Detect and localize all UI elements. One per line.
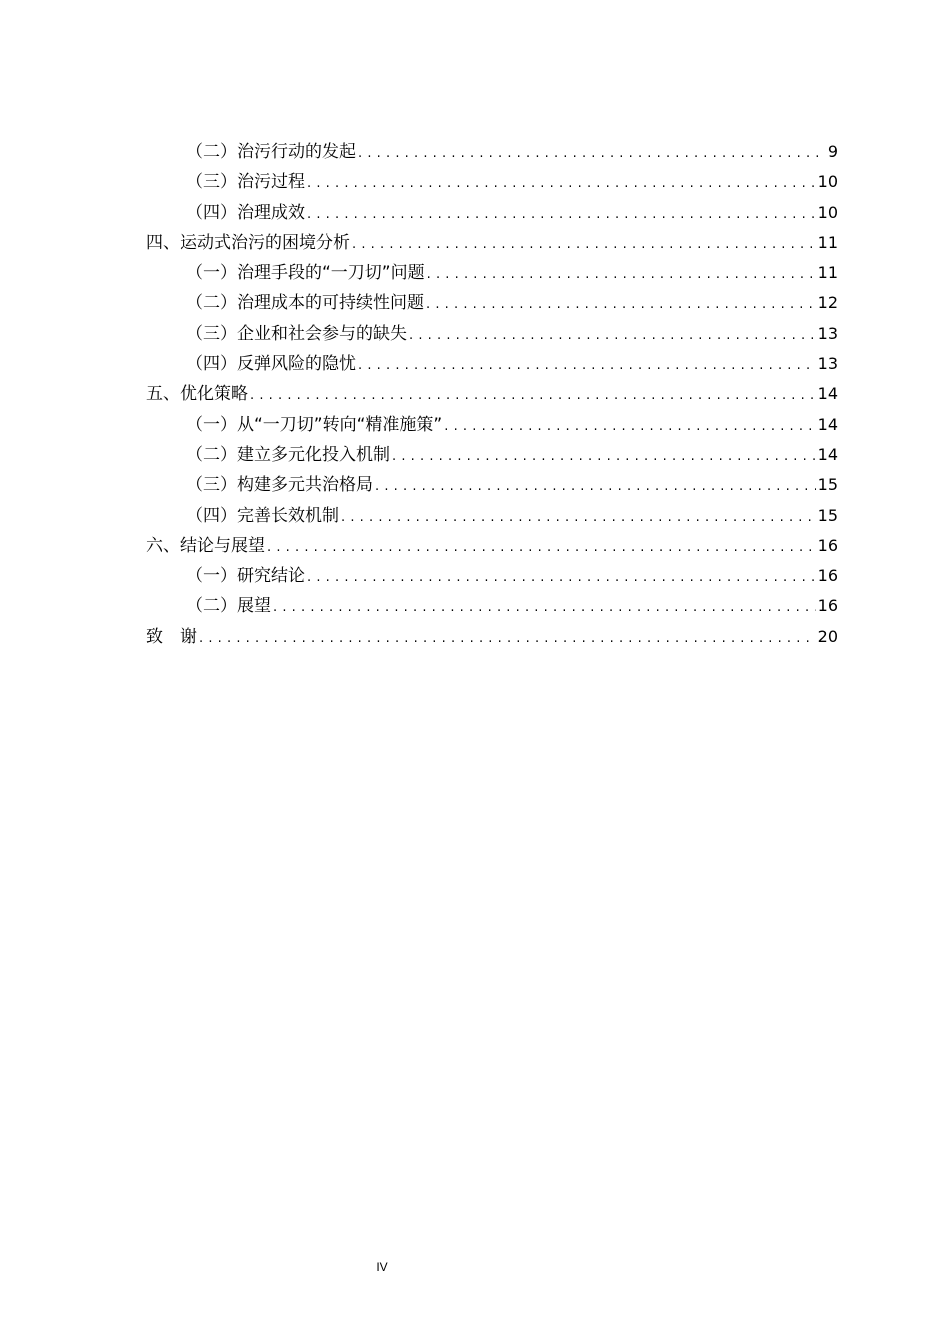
- toc-entry-title: （二）展望: [186, 596, 271, 617]
- toc-entry-page: 14: [817, 444, 838, 464]
- toc-entry[interactable]: [146, 622, 838, 652]
- toc-entry-title: （三）治污过程: [186, 172, 305, 193]
- toc-entry-page: 13: [817, 323, 838, 343]
- toc-entry[interactable]: [146, 531, 838, 561]
- toc-entry[interactable]: [146, 137, 838, 167]
- toc-entry-page: 13: [817, 354, 838, 374]
- toc-entry-title: （四）完善长效机制: [186, 505, 339, 526]
- toc-dot-leader: [375, 472, 816, 502]
- toc-entry-page: 16: [817, 596, 838, 616]
- toc-entry-page: 16: [817, 566, 838, 586]
- toc-dot-leader: [409, 321, 816, 351]
- toc-entry-page: 12: [817, 293, 838, 313]
- toc-dot-leader: [341, 503, 816, 533]
- toc-entry-title: （四）治理成效: [186, 202, 305, 223]
- toc-dot-leader: [307, 169, 816, 199]
- toc-entry-page: 10: [817, 172, 838, 192]
- toc-entry[interactable]: [146, 501, 838, 531]
- toc-entry-title: （二）治污行动的发起: [186, 142, 356, 162]
- toc-entry[interactable]: [146, 167, 838, 197]
- toc-entry[interactable]: [146, 228, 838, 258]
- toc-entry-page: 15: [817, 505, 838, 525]
- toc-dot-leader: [392, 442, 816, 472]
- page-number: IV: [376, 1260, 388, 1274]
- toc-entry-page: 14: [817, 384, 838, 404]
- toc-dot-leader: [250, 381, 816, 411]
- toc-dot-leader: [444, 412, 815, 442]
- toc-entry-page: 16: [817, 535, 838, 555]
- toc-dot-leader: [307, 200, 816, 230]
- toc-dot-leader: [273, 593, 816, 623]
- toc-entry-title: 四、运动式治污的困境分析: [146, 232, 350, 253]
- toc-entry[interactable]: [146, 561, 838, 591]
- toc-entry-page: 10: [817, 202, 838, 222]
- toc-entry-page: 11: [817, 263, 838, 283]
- toc-entry-page: 15: [817, 475, 838, 495]
- toc-dot-leader: [426, 290, 816, 320]
- toc-entry-title: （一）治理手段的“一刀切”问题: [186, 263, 425, 284]
- toc-entry-page: 11: [817, 232, 838, 252]
- toc-entry[interactable]: [146, 410, 838, 440]
- toc-entry-title: 六、结论与展望: [146, 535, 265, 556]
- toc-entry[interactable]: [146, 379, 838, 409]
- toc-entry[interactable]: [146, 440, 838, 470]
- toc-entry-title: （二）治理成本的可持续性问题: [186, 293, 424, 314]
- toc-entry-page: 9: [827, 142, 838, 161]
- toc-dot-leader: [352, 230, 816, 260]
- table-of-contents: [146, 137, 838, 652]
- toc-entry-page: 20: [817, 626, 838, 646]
- toc-entry-title: （一）从“一刀切”转向“精准施策”: [186, 414, 443, 435]
- toc-entry-title: （一）研究结论: [186, 566, 305, 587]
- toc-entry[interactable]: [146, 258, 838, 288]
- toc-entry-page: 14: [817, 414, 838, 434]
- toc-entry-title: 致 谢: [146, 626, 197, 647]
- toc-entry-title: （三）构建多元共治格局: [186, 475, 373, 496]
- toc-dot-leader: [267, 533, 816, 563]
- toc-dot-leader: [358, 139, 826, 169]
- toc-entry[interactable]: [146, 198, 838, 228]
- toc-entry[interactable]: [146, 591, 838, 621]
- toc-entry[interactable]: [146, 288, 838, 318]
- toc-dot-leader: [427, 260, 816, 290]
- toc-dot-leader: [199, 624, 816, 654]
- toc-dot-leader: [358, 351, 816, 381]
- toc-dot-leader: [307, 563, 816, 593]
- toc-entry-title: （四）反弹风险的隐忧: [186, 354, 356, 375]
- toc-entry-title: （三）企业和社会参与的缺失: [186, 323, 407, 344]
- toc-entry[interactable]: [146, 349, 838, 379]
- toc-entry-title: 五、优化策略: [146, 384, 248, 405]
- toc-entry[interactable]: [146, 319, 838, 349]
- toc-entry[interactable]: [146, 470, 838, 500]
- toc-entry-title: （二）建立多元化投入机制: [186, 444, 390, 465]
